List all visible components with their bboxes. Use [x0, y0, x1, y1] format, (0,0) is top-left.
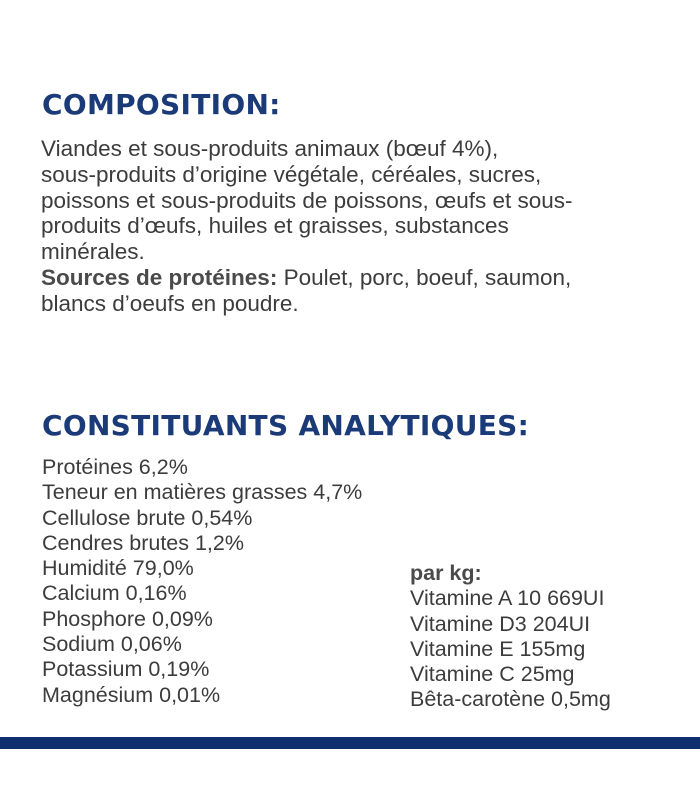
- protein-sources-label: Sources de protéines:: [41, 264, 278, 290]
- protein-sources-line-2: blancs d’oeufs en poudre.: [41, 290, 299, 316]
- analytic-item: Sodium 0,06%: [42, 632, 182, 657]
- per-kg-label: par kg:: [410, 561, 482, 585]
- protein-sources-value: Poulet, porc, boeuf, saumon,: [277, 264, 572, 290]
- composition-line: produits d’œufs, huiles et graisses, substances: [41, 213, 509, 239]
- vitamin-item: Vitamine E 155mg: [410, 636, 586, 661]
- vitamin-item: Vitamine C 25mg: [410, 662, 575, 687]
- vitamin-item: Vitamine A 10 669UI: [410, 586, 605, 611]
- composition-line: Viandes et sous-produits animaux (bœuf 4%),: [41, 136, 499, 161]
- analytic-item: Humidité 79,0%: [42, 556, 194, 581]
- analytic-item: Phosphore 0,09%: [42, 606, 213, 631]
- analytics-list: [42, 455, 362, 708]
- composition-line: sous-produits d’origine végétale, céréales, sucres,: [41, 161, 542, 187]
- analytic-item: Calcium 0,16%: [42, 581, 187, 606]
- composition-line: minérales.: [41, 239, 145, 265]
- bottom-divider-bar: [0, 737, 700, 749]
- protein-sources-line: [41, 265, 671, 291]
- vitamins-block: [410, 561, 611, 713]
- constituants-heading: CONSTITUANTS ANALYTIQUES:: [42, 409, 530, 442]
- vitamin-item: Vitamine D3 204UI: [410, 611, 591, 636]
- analytic-item: Cendres brutes 1,2%: [42, 530, 244, 555]
- composition-text: [41, 136, 671, 317]
- composition-line: poissons et sous-produits de poissons, œufs et sous-: [41, 187, 573, 213]
- analytic-item: Potassium 0,19%: [42, 657, 210, 682]
- analytic-item: Protéines 6,2%: [42, 455, 188, 479]
- vitamins-list: [410, 586, 611, 712]
- analytic-item: Magnésium 0,01%: [42, 682, 221, 707]
- analytic-item: Teneur en matières grasses 4,7%: [42, 480, 363, 505]
- analytic-item: Cellulose brute 0,54%: [42, 505, 253, 530]
- composition-heading: COMPOSITION:: [42, 88, 281, 121]
- vitamin-item: Bêta-carotène 0,5mg: [410, 687, 611, 712]
